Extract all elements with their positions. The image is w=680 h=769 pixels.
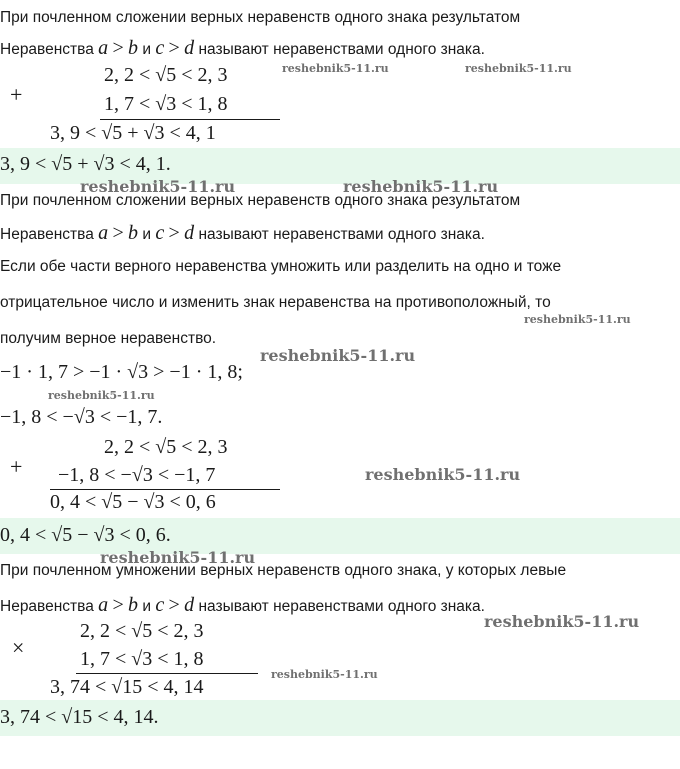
- var-c: c: [155, 37, 165, 59]
- var-b: b: [128, 594, 139, 616]
- product-text: При почленном умножении верных неравенств одного знака, у которых левые: [0, 562, 567, 579]
- watermark: reshebnik5-11.ru: [282, 62, 389, 75]
- neg-line-2: −1, 8 < −√3 < −1, 7.: [0, 406, 163, 428]
- watermark: reshebnik5-11.ru: [271, 668, 378, 681]
- var-d: d: [184, 222, 195, 244]
- definition-suffix: называют неравенствами одного знака.: [198, 598, 485, 615]
- intro-text-2: При почленном сложении верных неравенств одного знака результатом: [0, 192, 521, 209]
- neg-line-1: −1 · 1, 7 > −1 · √3 > −1 · 1, 8;: [0, 361, 243, 383]
- definition-line-2: [0, 222, 485, 245]
- sum-rule: [100, 119, 280, 120]
- definition-prefix: Неравенства: [0, 41, 94, 58]
- intro-text-1: При почленном сложении верных неравенств одного знака результатом: [0, 9, 521, 26]
- var-b: b: [128, 222, 139, 244]
- block3-row1: 2, 2 < √5 < 2, 3: [80, 620, 204, 642]
- gt-sign: >: [168, 222, 180, 244]
- watermark: reshebnik5-11.ru: [484, 612, 640, 631]
- conj-and: и: [142, 598, 152, 615]
- var-a: a: [98, 37, 109, 59]
- block2-row2: −1, 8 < −√3 < −1, 7: [58, 464, 216, 486]
- definition-line-1: [0, 37, 485, 60]
- block3-result: 3, 74 < √15 < 4, 14.: [0, 706, 159, 728]
- gt-sign: >: [168, 594, 180, 616]
- conj-and: и: [142, 226, 152, 243]
- watermark: reshebnik5-11.ru: [48, 389, 155, 402]
- var-d: d: [184, 37, 195, 59]
- block1-result: 3, 9 < √5 + √3 < 4, 1.: [0, 153, 171, 175]
- gt-sign: >: [112, 222, 124, 244]
- block2-row1: 2, 2 < √5 < 2, 3: [104, 436, 228, 458]
- gt-sign: >: [112, 594, 124, 616]
- var-d: d: [184, 594, 195, 616]
- multiply-rule-1: Если обе части верного неравенства умножить или разделить на одно и тоже: [0, 258, 562, 275]
- block2-row3: 0, 4 < √5 − √3 < 0, 6: [50, 491, 216, 513]
- product-rule: [76, 673, 258, 674]
- block2-result: 0, 4 < √5 − √3 < 0, 6.: [0, 524, 171, 546]
- block1-row1: 2, 2 < √5 < 2, 3: [104, 64, 228, 86]
- definition-suffix: называют неравенствами одного знака.: [198, 226, 485, 243]
- var-a: a: [98, 594, 109, 616]
- definition-prefix: Неравенства: [0, 226, 94, 243]
- sum-rule: [50, 489, 280, 490]
- definition-prefix: Неравенства: [0, 598, 94, 615]
- watermark: reshebnik5-11.ru: [100, 548, 256, 567]
- block1-row2: 1, 7 < √3 < 1, 8: [104, 93, 228, 115]
- block1-row3: 3, 9 < √5 + √3 < 4, 1: [50, 122, 216, 144]
- var-c: c: [155, 222, 165, 244]
- plus-operator: +: [10, 82, 23, 107]
- definition-line-3: [0, 594, 485, 617]
- watermark: reshebnik5-11.ru: [465, 62, 572, 75]
- times-operator: ×: [12, 635, 25, 660]
- block3-row2: 1, 7 < √3 < 1, 8: [80, 648, 204, 670]
- var-c: c: [155, 594, 165, 616]
- var-b: b: [128, 37, 139, 59]
- gt-sign: >: [168, 37, 180, 59]
- definition-suffix: называют неравенствами одного знака.: [198, 41, 485, 58]
- watermark: reshebnik5-11.ru: [343, 177, 499, 196]
- watermark: reshebnik5-11.ru: [524, 313, 631, 326]
- watermark: reshebnik5-11.ru: [80, 177, 236, 196]
- var-a: a: [98, 222, 109, 244]
- multiply-rule-2: отрицательное число и изменить знак неравенства на противоположный, то: [0, 294, 551, 311]
- gt-sign: >: [112, 37, 124, 59]
- conj-and: и: [142, 41, 152, 58]
- watermark: reshebnik5-11.ru: [365, 465, 521, 484]
- plus-operator: +: [10, 454, 23, 479]
- block3-row3: 3, 74 < √15 < 4, 14: [50, 676, 204, 698]
- watermark: reshebnik5-11.ru: [260, 346, 416, 365]
- multiply-rule-3: получим верное неравенство.: [0, 330, 217, 347]
